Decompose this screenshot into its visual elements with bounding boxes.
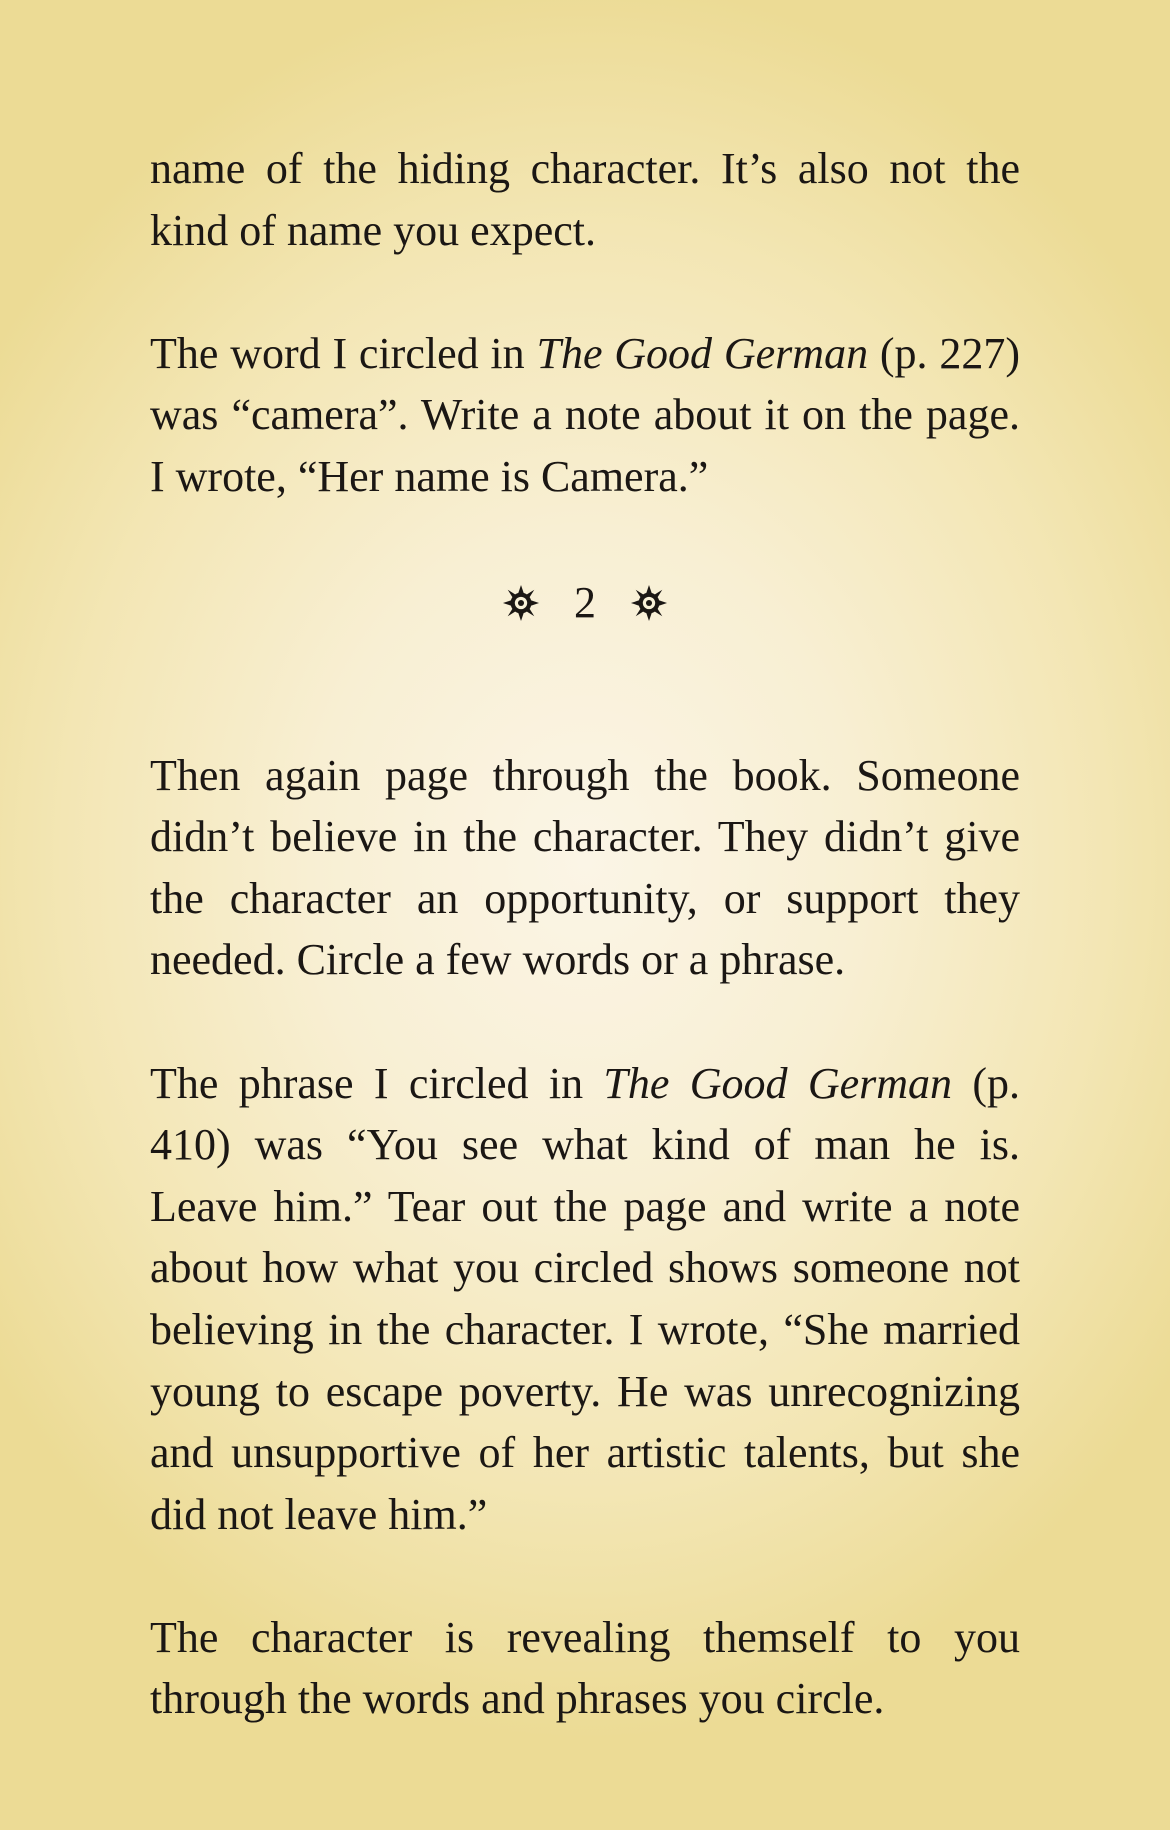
paragraph-text-end: (p. 227) was “camera”. Write a note about it on the page. I wrote, “Her name is Camera.” xyxy=(150,328,1021,501)
paragraph-unbelieving-someone xyxy=(150,745,1020,991)
paragraph-text: Then again page through the book. Someone didn’t believe in the character. They didn’t give the character an opportunity, or support they needed. Circle a few words or a phrase. xyxy=(150,750,1020,985)
paragraph-camera-note xyxy=(150,323,1020,508)
paragraph-phrase-circled xyxy=(150,1053,1020,1546)
flower-ornament-icon xyxy=(502,584,540,622)
paragraph-text: The character is revealing themself to you through the words and phrases you circle. xyxy=(150,1612,1020,1724)
paragraph-character-revealing xyxy=(150,1607,1020,1730)
book-title: The Good German xyxy=(603,1058,953,1108)
section-number: 2 xyxy=(574,577,596,627)
paragraph-text-end: (p. 410) was “You see what kind of man he is. Leave him.” Tear out the page and write a note about how what you circled shows someone not believing in the character. I wrote, “She married young to escape poverty. He was unrecognizing and unsupportive of her artistic talents, but she did not leave him.” xyxy=(150,1058,1021,1539)
flower-ornament-icon xyxy=(630,584,668,622)
text-column xyxy=(150,138,1020,1730)
paragraph-hiding-character xyxy=(150,138,1020,261)
book-title: The Good German xyxy=(536,328,869,378)
paragraph-text-start: The phrase I circled in xyxy=(150,1058,604,1108)
paragraph-text-start: The word I circled in xyxy=(150,328,537,378)
section-divider xyxy=(150,572,1020,634)
paragraph-text: name of the hiding character. It’s also not the kind of name you expect. xyxy=(150,144,1020,255)
